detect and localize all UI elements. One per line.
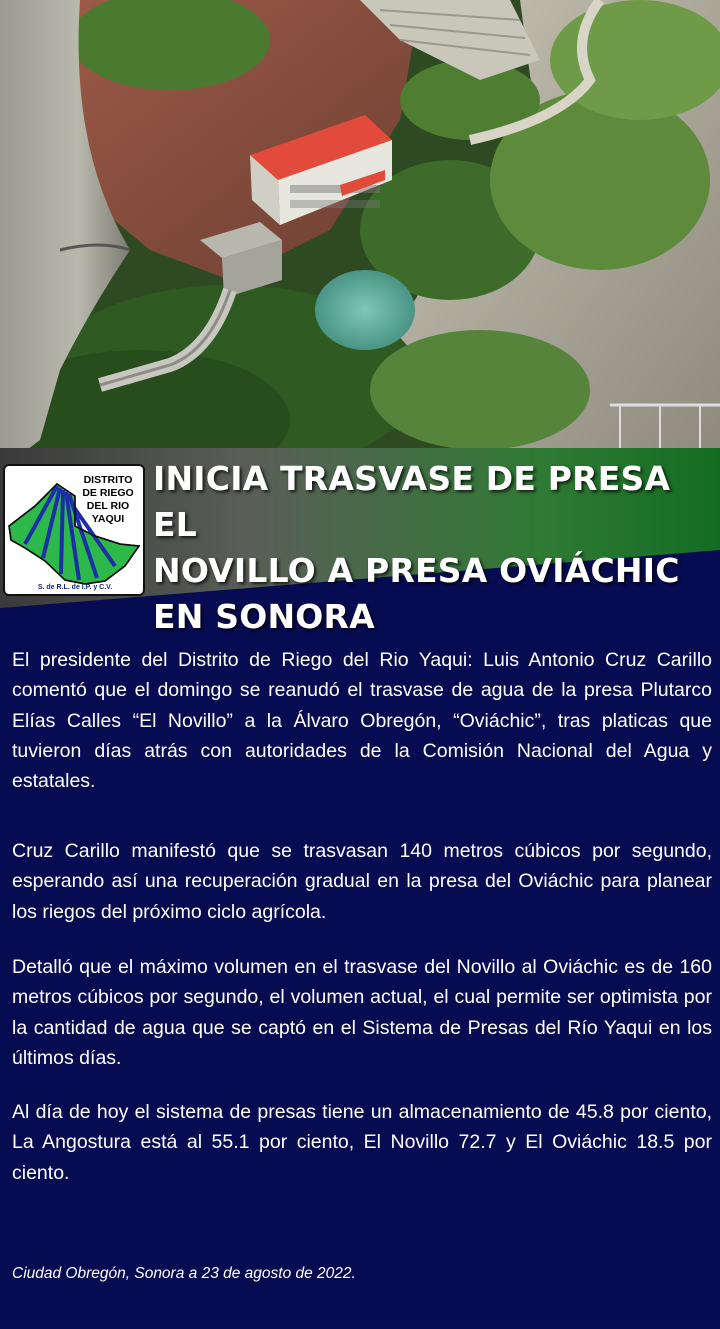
headline-band bbox=[0, 448, 720, 636]
logo-title-line: DE RIEGO bbox=[82, 487, 134, 499]
logo-company-type: S. de R.L. de I.P. y C.V. bbox=[37, 584, 113, 591]
article-paragraph: Al día de hoy el sistema de presas tiene un almacenamiento de 45.8 por ciento, La Angostura está al 55.1 por ciento, El Novillo 72.7 y El Oviáchic 18.5 por ciento. bbox=[12, 1101, 712, 1184]
headline-line: NOVILLO A PRESA OVIÁCHIC bbox=[153, 551, 680, 590]
headline-line: EN SONORA bbox=[153, 597, 375, 636]
logo-title-line: DEL RIO bbox=[86, 500, 130, 512]
logo-title bbox=[75, 474, 141, 526]
distrito-riego-logo bbox=[3, 464, 145, 596]
logo-title-line: DISTRITO bbox=[83, 474, 133, 486]
dam-aerial-photo bbox=[0, 0, 720, 470]
article-paragraph: El presidente del Distrito de Riego del Rio Yaqui: Luis Antonio Cruz Carillo comentó que el domingo se reanudó el trasvase de agua de la presa Plutarco Elías Calles “El Novillo” a la Álvaro Obregón, “Oviáchic”, tras platicas que tuvieron días atrás con autoridades de la Comisión Nacional del Agua y estatales. bbox=[12, 649, 712, 793]
headline-line: INICIA TRASVASE DE PRESA EL bbox=[153, 459, 671, 544]
logo-title-line: YAQUI bbox=[91, 513, 125, 525]
article-paragraph: Cruz Carillo manifestó que se trasvasan 140 metros cúbicos por segundo, esperando así una recuperación gradual en la presa del Oviáchic para planear los riegos del próximo ciclo agrícola. bbox=[12, 840, 712, 923]
headline-title bbox=[153, 456, 718, 640]
dateline: Ciudad Obregón, Sonora a 23 de agosto de 2022. bbox=[12, 1265, 356, 1282]
article-paragraph: Detalló que el máximo volumen en el trasvase del Novillo al Oviáchic es de 160 metros cúbicos por segundo, el volumen actual, el cual permite ser optimista por la cantidad de agua que se captó en el Sistema de Presas del Río Yaqui en los últimos días. bbox=[12, 956, 712, 1069]
